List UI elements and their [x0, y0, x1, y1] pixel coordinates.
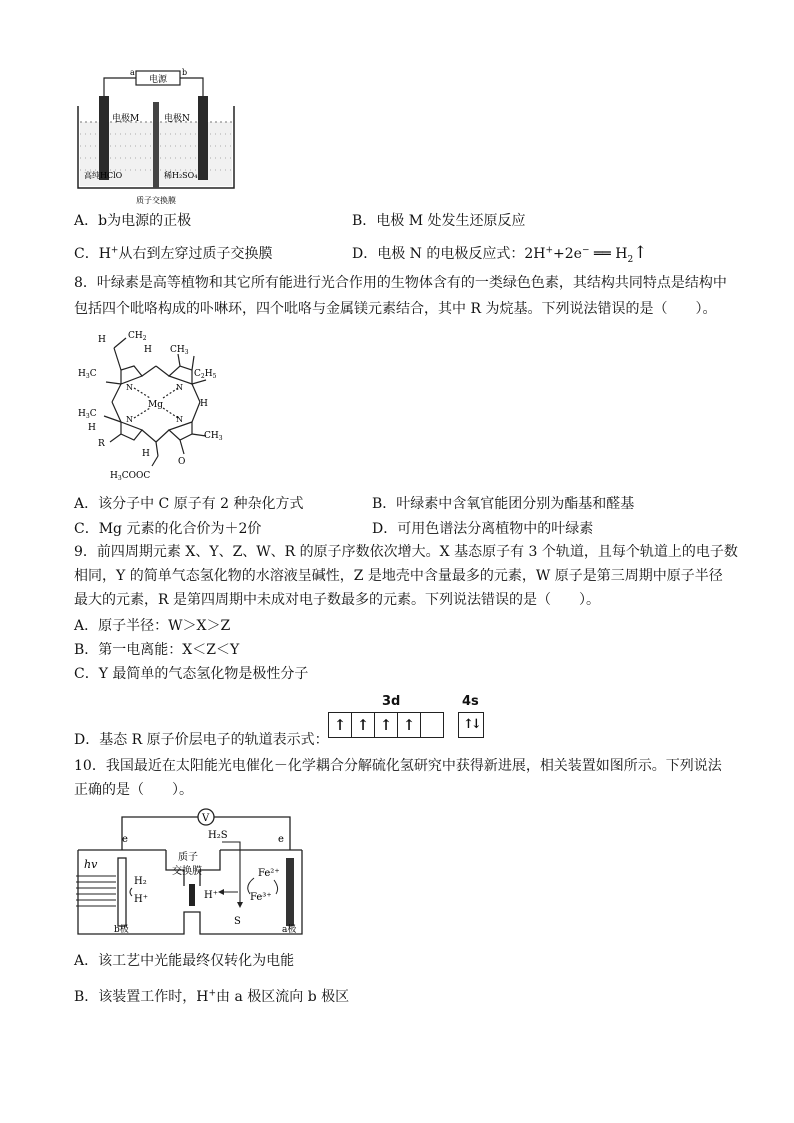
q8-option-d: D．可用色谱法分离植物中的叶绿素: [372, 521, 594, 537]
orbital-3d-box-empty: [421, 713, 443, 737]
q10-option-a: A．该工艺中光能最终仅转化为电能: [74, 953, 295, 969]
electrode-m-label: 电极M: [112, 114, 140, 124]
mol-h3c-left: $H_3C$: [78, 369, 97, 380]
mol-mg: Mg: [148, 400, 163, 410]
right-solution-label: 稀H₂SO₄: [164, 171, 198, 180]
terminal-a-label: a: [130, 68, 135, 77]
orbital-3d-box: ↑: [375, 713, 398, 737]
power-supply-label: 电源: [148, 75, 168, 85]
electron-right-label: e: [278, 834, 284, 845]
proton-exchange-membrane: [153, 102, 159, 188]
q9-option-d: D．基态 R 原子价层电子的轨道表示式：: [74, 732, 329, 748]
q9-option-c: C．Y 最简单的气态氢化物是极性分子: [74, 666, 309, 682]
q7-option-b: B．电极 M 处发生还原反应: [352, 213, 526, 229]
fe2-label: Fe²⁺: [258, 868, 280, 879]
mol-o: O: [178, 457, 186, 467]
q8-option-b: B．叶绿素中含氧官能团分别为酯基和醛基: [372, 496, 635, 512]
mol-ch3-right: $CH_3$: [204, 431, 223, 442]
hplus-left-label: H⁺: [134, 894, 148, 905]
light-hv-label: hv: [84, 858, 98, 871]
q7-option-c: C．H+从右到左穿过质子交换膜: [74, 245, 273, 262]
voltmeter-label: V: [202, 813, 210, 824]
q9-option-b: B．第一电离能：X＜Z＜Y: [74, 642, 240, 658]
orbital-3d-box: ↑: [398, 713, 421, 737]
q10-line-2: 正确的是（ ）。: [74, 782, 193, 798]
electrode-n-label: 电极N: [164, 114, 190, 124]
mol-ch2: $CH_2$: [128, 331, 147, 342]
q8-option-c: C．Mg 元素的化合价为＋2价: [74, 521, 262, 537]
chlorophyll-structure: [74, 326, 234, 486]
orbital-3d: [328, 712, 444, 738]
q9-line-3: 最大的元素，R 是第四周期中未成对电子数最多的元素。下列说法错误的是（ ）。: [74, 592, 600, 608]
mol-h-right: H: [200, 399, 208, 409]
mol-h-topleft: H: [98, 335, 106, 345]
membrane-label-2: 交换膜: [172, 866, 202, 877]
terminal-b-label: b: [182, 68, 188, 77]
orbital-3d-box: ↑: [329, 713, 352, 737]
mol-n-1: N: [126, 383, 133, 392]
q8-option-a: A．该分子中 C 原子有 2 种杂化方式: [74, 496, 304, 512]
a-pole-label: a极: [282, 925, 297, 935]
q7-option-a: A．b为电源的正极: [74, 213, 192, 229]
b-pole-label: b极: [114, 925, 129, 935]
orbital-3d-box: ↑: [352, 713, 375, 737]
membrane-label-1: 质子: [178, 852, 198, 863]
label-3d: 3d: [382, 694, 401, 709]
q7-option-d: D．电极 N 的电极反应式：2H++2e− ══ $H_2↑$: [352, 243, 648, 265]
mol-c2h5: $C_2H_5$: [194, 369, 217, 380]
label-4s: 4s: [462, 694, 479, 709]
s-label: S: [234, 916, 241, 927]
mol-n-2: N: [176, 383, 183, 392]
mol-h-top: H: [144, 345, 152, 355]
mol-ester: $H_3COOC$: [110, 471, 151, 482]
proton-exchange-membrane: [189, 884, 195, 906]
mol-n-4: N: [176, 415, 183, 424]
h2-label: H₂: [134, 876, 147, 887]
q8-line-2: 包括四个吡咯构成的卟啉环，四个吡咯与金属镁元素结合，其中 R 为烷基。下列说法错误的是（ ）。: [74, 301, 717, 317]
fe3-label: Fe³⁺: [250, 892, 272, 903]
mol-n-3: N: [126, 415, 133, 424]
mol-h-lower: H: [88, 423, 96, 433]
photoelectrochem-cell-figure: [74, 806, 310, 940]
light-rays: [76, 876, 116, 906]
q9-line-1: 9．前四周期元素 X、Y、Z、W、R 的原子序数依次增大。X 基态原子有 3 个轨道，且每个轨道上的电子数: [74, 544, 738, 560]
h2s-label: H₂S: [208, 830, 228, 841]
electrolysis-cell-figure: [74, 64, 244, 210]
mol-h3c-lower: $H_3C$: [78, 409, 97, 420]
q10-option-b: B．该装置工作时，H+由 a 极区流向 b 极区: [74, 988, 350, 1005]
q9-line-2: 相同，Y 的简单气态氢化物的水溶液呈碱性，Z 是地壳中含量最多的元素，W 原子是第三周期中原子半径: [74, 568, 723, 584]
q8-line-1: 8．叶绿素是高等植物和其它所有能进行光合作用的生物体含有的一类绿色色素，其结构共同特点是结构中: [74, 275, 727, 291]
mol-r: R: [98, 439, 105, 449]
left-solution-label: 高纯HClO: [84, 171, 123, 180]
mol-ch3-top: $CH_3$: [170, 345, 189, 356]
electrode-n: [198, 96, 208, 180]
electrode-b: [118, 858, 126, 926]
electron-left-label: e: [122, 834, 128, 845]
orbital-4s: ↑↓: [458, 712, 484, 738]
q9-option-a: A．原子半径：W＞X＞Z: [74, 618, 231, 634]
hplus-mid-label: H⁺: [204, 890, 218, 901]
mol-h-bottom: H: [142, 449, 150, 459]
electrode-m: [99, 96, 109, 180]
electrode-a: [286, 858, 294, 926]
membrane-label: 质子交换膜: [136, 196, 176, 205]
q10-line-1: 10．我国最近在太阳能光电催化－化学耦合分解硫化氢研究中获得新进展，相关装置如图所示。下列说法: [74, 758, 722, 774]
